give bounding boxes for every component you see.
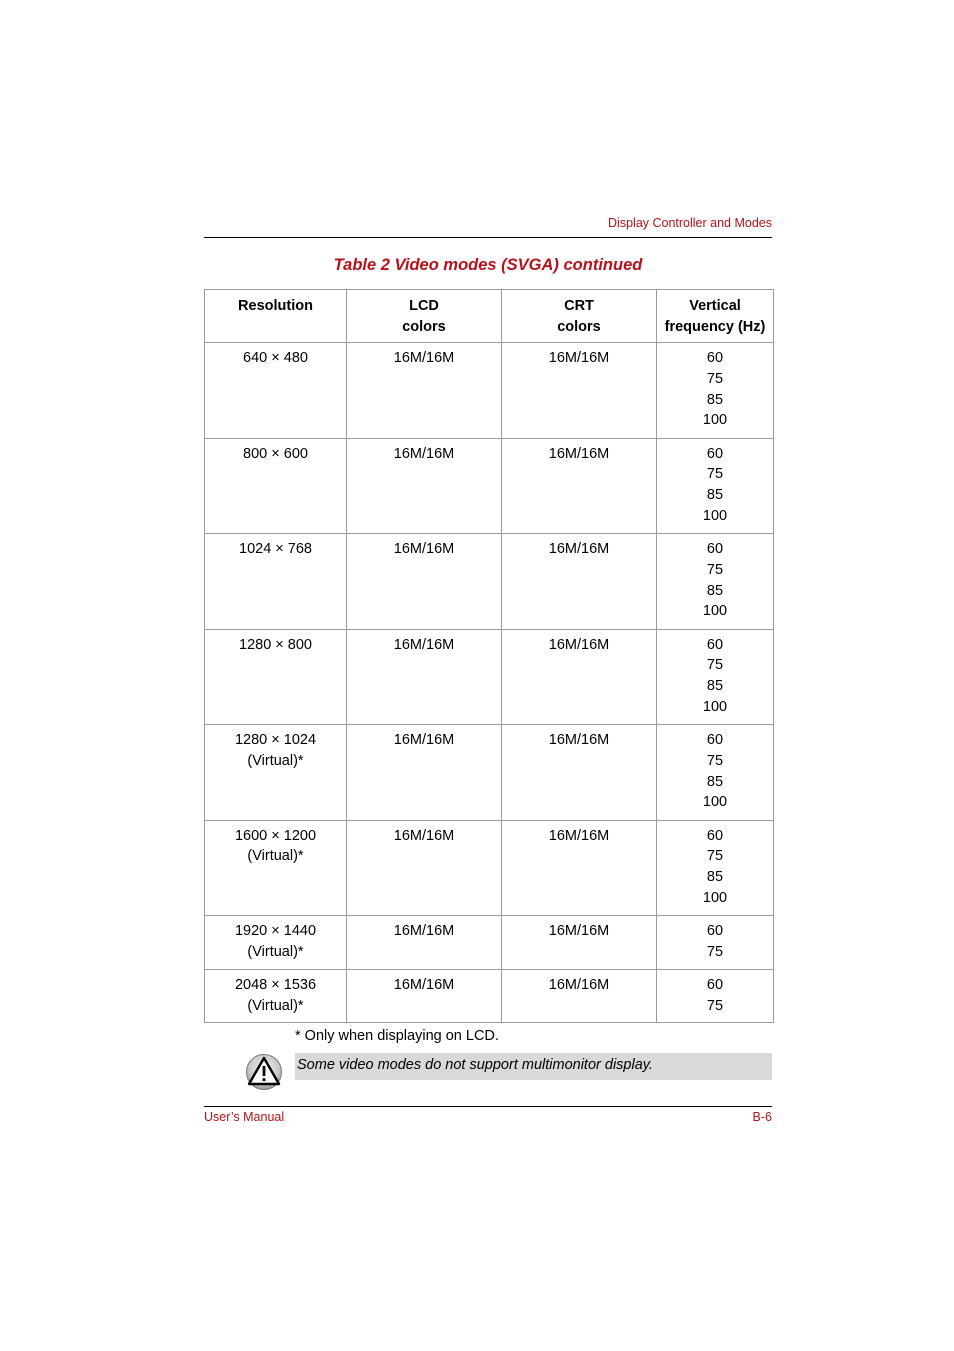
resolution-note: (Virtual)* (247, 943, 304, 960)
frequency-cell (657, 343, 774, 439)
frequency-value: 75 (706, 752, 724, 769)
crt-colors-cell: 16M/16M (502, 820, 657, 916)
frequency-cell (657, 438, 774, 534)
resolution-value: 1280 × 1024 (234, 732, 317, 748)
footer-manual-title: User’s Manual (204, 1110, 285, 1124)
frequency-value: 60 (706, 350, 724, 366)
footer-page-number: B-6 (752, 1110, 772, 1124)
frequency-value: 100 (702, 507, 728, 524)
frequency-value: 60 (706, 827, 724, 844)
table-row (205, 438, 774, 534)
resolution-value: 640 × 480 (243, 350, 308, 366)
frequency-value: 60 (706, 977, 724, 993)
lcd-colors-cell: 16M/16M (347, 820, 502, 916)
crt-colors-cell: 16M/16M (502, 970, 657, 1023)
caution-icon (245, 1053, 283, 1091)
column-header-line: frequency (Hz) (664, 318, 766, 335)
resolution-note: (Virtual)* (247, 848, 304, 865)
frequency-value: 60 (706, 445, 724, 462)
frequency-value: 75 (706, 466, 724, 483)
resolution-cell (205, 725, 347, 821)
frequency-value: 85 (706, 487, 724, 504)
lcd-colors-cell: 16M/16M (347, 916, 502, 970)
running-header: Display Controller and Modes (608, 216, 772, 230)
crt-colors-cell: 16M/16M (502, 629, 657, 725)
column-header-line: colors (557, 318, 601, 335)
resolution-value: 1024 × 768 (239, 541, 312, 557)
frequency-value: 75 (706, 997, 724, 1014)
lcd-colors-cell: 16M/16M (347, 970, 502, 1023)
column-header-lcd-colors (347, 290, 502, 343)
frequency-value: 100 (702, 603, 728, 620)
resolution-cell (205, 534, 347, 630)
lcd-colors-cell: 16M/16M (347, 725, 502, 821)
column-header-line: LCD (409, 298, 439, 314)
lcd-colors-cell: 16M/16M (347, 534, 502, 630)
column-header-line: CRT (564, 298, 594, 314)
resolution-note: (Virtual)* (247, 752, 304, 769)
frequency-cell (657, 970, 774, 1023)
resolution-cell (205, 629, 347, 725)
resolution-note: (Virtual)* (247, 997, 304, 1014)
lcd-colors-cell: 16M/16M (347, 438, 502, 534)
resolution-value: 1280 × 800 (239, 636, 312, 653)
column-header-resolution (205, 290, 347, 343)
crt-colors-cell: 16M/16M (502, 343, 657, 439)
resolution-value: 800 × 600 (243, 445, 308, 462)
column-header-vertical-frequency (657, 290, 774, 343)
table-footnote: * Only when displaying on LCD. (295, 1028, 499, 1044)
frequency-value: 100 (702, 889, 728, 906)
resolution-cell (205, 438, 347, 534)
resolution-value: 1600 × 1200 (234, 827, 317, 844)
frequency-value: 85 (706, 869, 724, 886)
crt-colors-cell: 16M/16M (502, 534, 657, 630)
frequency-cell (657, 916, 774, 970)
caution-note (295, 1053, 772, 1080)
crt-colors-cell: 16M/16M (502, 916, 657, 970)
frequency-value: 100 (702, 412, 728, 429)
frequency-value: 85 (706, 678, 724, 695)
table-row (205, 970, 774, 1023)
frequency-cell (657, 820, 774, 916)
frequency-value: 75 (706, 657, 724, 674)
caution-text: Some video modes do not support multimonitor display. (297, 1057, 653, 1073)
frequency-value: 85 (706, 391, 724, 408)
resolution-value: 1920 × 1440 (234, 923, 317, 939)
crt-colors-cell: 16M/16M (502, 438, 657, 534)
frequency-value: 85 (706, 582, 724, 599)
frequency-cell (657, 629, 774, 725)
resolution-cell (205, 820, 347, 916)
frequency-value: 75 (706, 943, 724, 960)
frequency-value: 60 (706, 923, 724, 939)
frequency-value: 60 (706, 541, 724, 557)
footer-rule (204, 1106, 772, 1107)
column-header-line: Vertical (689, 298, 741, 314)
table-row (205, 629, 774, 725)
frequency-value: 75 (706, 561, 724, 578)
frequency-value: 85 (706, 773, 724, 790)
column-header-line: colors (402, 318, 446, 335)
table-header-row (205, 290, 774, 343)
resolution-cell (205, 343, 347, 439)
lcd-colors-cell: 16M/16M (347, 343, 502, 439)
crt-colors-cell: 16M/16M (502, 725, 657, 821)
table-row (205, 916, 774, 970)
table-row (205, 343, 774, 439)
column-header-crt-colors (502, 290, 657, 343)
column-header-line: Resolution (238, 298, 313, 314)
table-title: Table 2 Video modes (SVGA) continued (333, 256, 643, 274)
frequency-cell (657, 534, 774, 630)
header-rule (204, 237, 772, 238)
video-modes-table (204, 289, 774, 1023)
table-row (205, 534, 774, 630)
table-row (205, 820, 774, 916)
resolution-cell (205, 970, 347, 1023)
resolution-value: 2048 × 1536 (234, 977, 317, 993)
frequency-value: 100 (702, 698, 728, 715)
frequency-value: 75 (706, 848, 724, 865)
frequency-value: 100 (702, 794, 728, 811)
frequency-value: 60 (706, 732, 724, 748)
frequency-value: 60 (706, 636, 724, 653)
frequency-cell (657, 725, 774, 821)
resolution-cell (205, 916, 347, 970)
frequency-value: 75 (706, 370, 724, 387)
lcd-colors-cell: 16M/16M (347, 629, 502, 725)
table-row (205, 725, 774, 821)
